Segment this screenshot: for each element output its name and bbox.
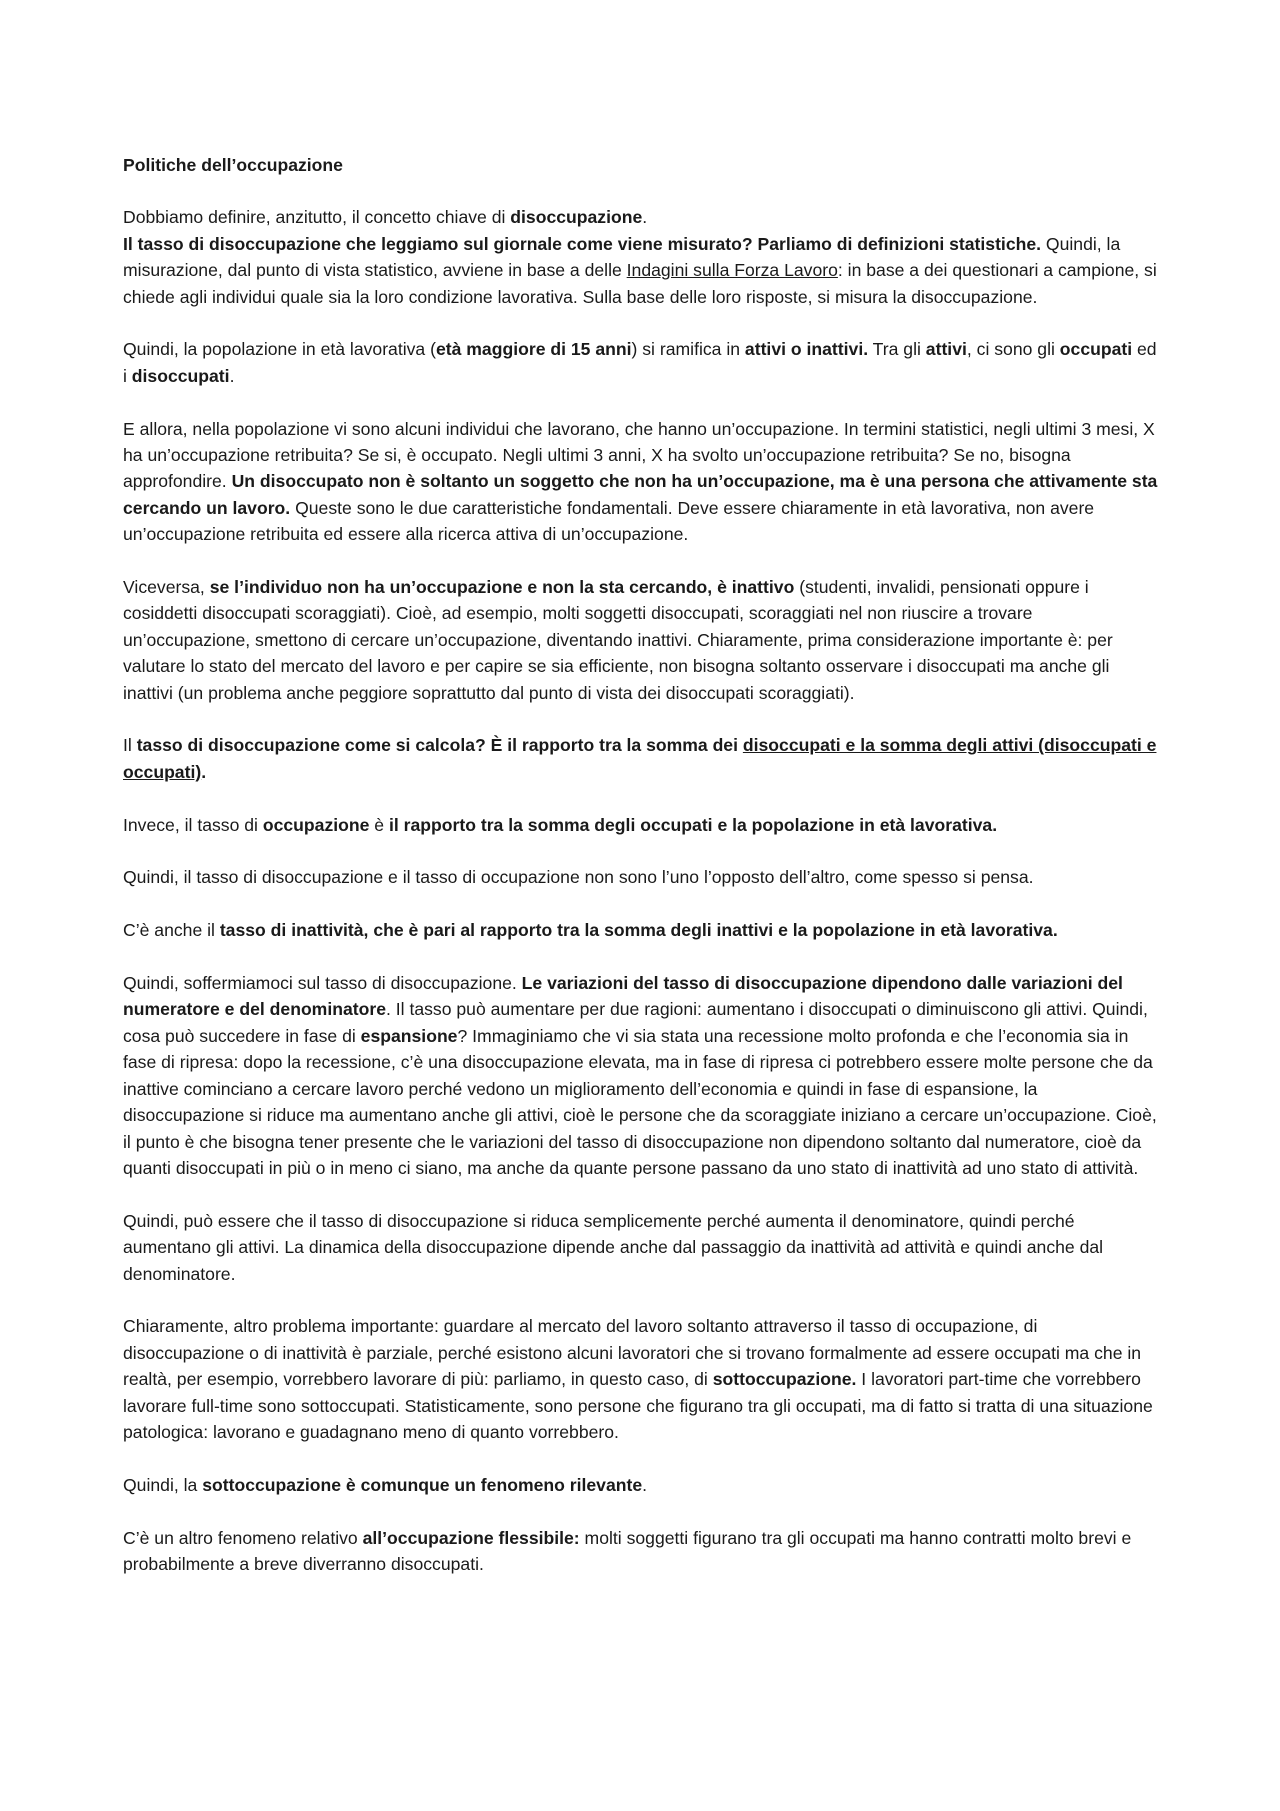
text-run: . bbox=[642, 207, 648, 228]
paragraph-11 bbox=[123, 1313, 1163, 1445]
bold-run: occupazione bbox=[262, 814, 370, 835]
bold-run: Il tasso di disoccupazione che leggiamo sul giornale come viene misurato? Parliamo di definizioni statistiche. bbox=[123, 233, 1042, 254]
bold-run: attivi o inattivi. bbox=[744, 339, 869, 360]
text-run: I lavoratori part-time che vorrebbero lavorare full-time sono sottoccupati. Statisticamente, sono persone che figurano tra gli occupati, ma di fatto si tratta di una situazione patologica: lavorano e guadagnano meno di quanto vorrebbero. bbox=[123, 1369, 1153, 1442]
bold-run: età maggiore di 15 anni bbox=[435, 339, 632, 360]
text-run: ed i bbox=[123, 339, 1157, 386]
paragraph-3 bbox=[123, 416, 1163, 548]
text-run: C’è un altro fenomeno relativo bbox=[123, 1527, 363, 1548]
text-run: Queste sono le due caratteristiche fondamentali. Deve essere chiaramente in età lavorativa, non avere un’occupazione retribuita ed essere alla ricerca attiva di un’occupazione. bbox=[123, 497, 1095, 545]
bold-run: . bbox=[201, 761, 207, 782]
paragraph-4 bbox=[123, 574, 1163, 706]
text-run: Dobbiamo definire, anzitutto, il concetto chiave di bbox=[123, 207, 511, 228]
text-run: Invece, il tasso di bbox=[123, 814, 263, 835]
bold-run: Un disoccupato non è soltanto un soggetto che non ha un’occupazione, ma è una persona che attivamente sta cercando un lavoro. bbox=[123, 471, 1158, 518]
text-run: . bbox=[642, 1474, 648, 1495]
bold-run: tasso di disoccupazione come si calcola? È il rapporto tra la somma dei bbox=[136, 735, 743, 756]
bold-run: disoccupati bbox=[131, 365, 230, 386]
paragraph-13 bbox=[123, 1525, 1163, 1578]
bold-run: Le variazioni del tasso di disoccupazione dipendono dalle variazioni del numeratore e del denominatore bbox=[123, 973, 1123, 1020]
text-run: molti soggetti figurano tra gli occupati ma hanno contratti molto brevi e probabilmente a breve diverranno disoccupati. bbox=[123, 1527, 1132, 1574]
text-run: : in base a dei questionari a campione, si chiede agli individui quale sia la loro condizione lavorativa. Sulla base delle loro risposte, si misura la disoccupazione. bbox=[123, 260, 1157, 307]
text-run: Quindi, la misurazione, dal punto di vista statistico, avviene in base a delle bbox=[123, 233, 1121, 281]
bold-run: all’occupazione flessibile: bbox=[362, 1527, 580, 1548]
text-run: Quindi, soffermiamoci sul tasso di disoccupazione. bbox=[123, 973, 522, 994]
bold-run: il rapporto tra la somma degli occupati e la popolazione in età lavorativa. bbox=[388, 814, 998, 835]
text-run: (studenti, invalidi, pensionati oppure i cosiddetti disoccupati scoraggiati). Cioè, ad esempio, molti soggetti disoccupati, scoraggiati nel non riuscire a trovare un’occupazione, smettono di cercare un’occupazione, diventando inattivi. Chiaramente, prima considerazione importante è: per valutare lo stato del mercato del lavoro e per capire se sia efficiente, non bisogna soltanto osservare i disoccupati ma anche gli inattivi (un problema anche peggiore soprattutto dal punto di vista dei disoccupati scoraggiati). bbox=[123, 577, 1113, 703]
text-run: Chiaramente, altro problema importante: guardare al mercato del lavoro soltanto attraverso il tasso di occupazione, di disoccupazione o di inattività è parziale, perché esistono alcuni lavoratori che si trovano formalmente ad essere occupati ma che in realtà, per esempio, vorrebbero lavorare di più: parliamo, in questo caso, di bbox=[123, 1316, 1142, 1390]
bold-run: tasso di inattività, che è pari al rapporto tra la somma degli inattivi e la popolazione in età lavorativa. bbox=[219, 920, 1058, 941]
bold-run: espansione bbox=[360, 1025, 458, 1046]
text-run: ) si ramifica in bbox=[631, 339, 745, 360]
text-run: . Il tasso può aumentare per due ragioni: aumentano i disoccupati o diminuiscono gli attivi. Quindi, cosa può succedere in fase di bbox=[123, 999, 1148, 1046]
text-run: è bbox=[369, 814, 389, 835]
bold-run: sottoccupazione. bbox=[712, 1369, 857, 1390]
paragraph-10: Quindi, può essere che il tasso di disoccupazione si riduca semplicemente perché aumenta il denominatore, quindi perché aumentano gli attivi. La dinamica della disoccupazione dipende anche dal passaggio da inattività ad attività e quindi anche dal denominatore. bbox=[123, 1210, 1104, 1284]
text-run: E allora, nella popolazione vi sono alcuni individui che lavorano, che hanno un’occupazione. In termini statistici, negli ultimi 3 mesi, X ha un’occupazione retribuita? Se si, è occupato. Negli ultimi 3 anni, X ha svolto un’occupazione retribuita? Se no, bisogna approfondire. bbox=[123, 418, 1155, 492]
bold-underlined-run: disoccupati e la somma degli attivi (disoccupati e occupati) bbox=[123, 735, 1157, 782]
paragraph-5 bbox=[123, 732, 1163, 785]
text-run: , ci sono gli bbox=[966, 339, 1060, 360]
paragraph-6 bbox=[123, 812, 1163, 838]
text-run: Viceversa, bbox=[123, 577, 210, 598]
bold-run: attivi bbox=[925, 339, 967, 360]
paragraph-7: Quindi, il tasso di disoccupazione e il tasso di occupazione non sono l’uno l’opposto dell’altro, come spesso si pensa. bbox=[123, 867, 1034, 888]
text-run: Quindi, la bbox=[123, 1474, 203, 1495]
paragraph-1b bbox=[123, 231, 1163, 310]
bold-run: sottoccupazione è comunque un fenomeno rilevante bbox=[202, 1474, 643, 1495]
paragraph-9 bbox=[123, 970, 1163, 1181]
underlined-run: Indagini sulla Forza Lavoro bbox=[626, 260, 838, 281]
paragraph-1a bbox=[123, 204, 1163, 230]
text-run: Il bbox=[123, 735, 137, 756]
document-page bbox=[123, 152, 1163, 1604]
text-run: C’è anche il bbox=[123, 920, 220, 941]
paragraph-12 bbox=[123, 1472, 1163, 1498]
text-run: . bbox=[229, 365, 235, 386]
text-run: Quindi, la popolazione in età lavorativa ( bbox=[123, 339, 436, 360]
paragraph-2 bbox=[123, 336, 1163, 389]
text-run: ? Immaginiamo che vi sia stata una recessione molto profonda e che l’economia sia in fase di ripresa: dopo la recessione, c’è una disoccupazione elevata, ma in fase di ripresa ci potrebbero essere molte persone che da inattive cominciano a cercare lavoro perché vedono un miglioramento dell’economia e quindi in fase di espansione, la disoccupazione si riduce ma aumentano anche gli attivi, cioè le persone che da scoraggiate iniziano a cercare un’occupazione. Cioè, il punto è che bisogna tener presente che le variazioni del tasso di disoccupazione non dipendono soltanto dal numeratore, cioè da quanti disoccupati in più o in meno ci siano, ma anche da quante persone passano da uno stato di inattività ad uno stato di attività. bbox=[123, 1025, 1157, 1178]
text-run: Tra gli bbox=[868, 339, 926, 360]
paragraph-8 bbox=[123, 917, 1163, 943]
bold-run: disoccupazione bbox=[510, 207, 643, 228]
title-text: Politiche dell’occupazione bbox=[123, 155, 343, 175]
bold-run: occupati bbox=[1059, 339, 1133, 360]
bold-run: se l’individuo non ha un’occupazione e non la sta cercando, è inattivo bbox=[209, 577, 795, 598]
document-title bbox=[123, 152, 1163, 178]
